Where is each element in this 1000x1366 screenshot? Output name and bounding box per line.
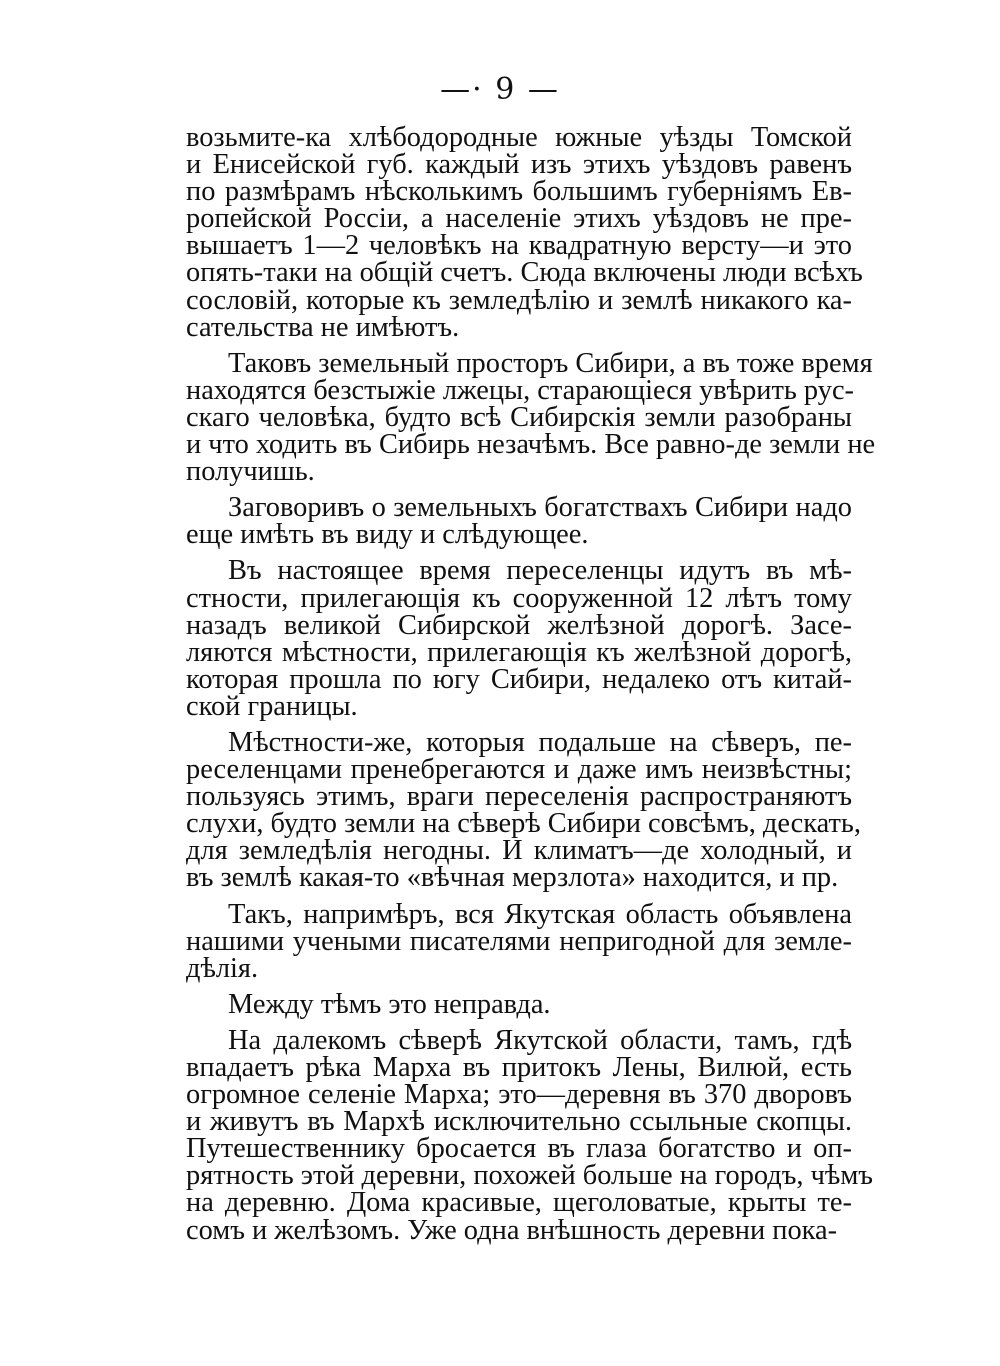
- text-line: стности, прилегающія къ сооруженной 12 лѣтъ тому: [186, 582, 852, 614]
- text-line: назадъ великой Сибирской желѣзной дорогѣ. Засе-: [186, 609, 852, 641]
- text-line: Мѣстности-же, которыя подальше на сѣверъ, пе-: [228, 726, 852, 758]
- text-line: получишь.: [186, 456, 315, 488]
- text-line: На далекомъ сѣверѣ Якутской области, тамъ, гдѣ: [228, 1024, 852, 1056]
- page-number: —· 9 —: [440, 72, 560, 107]
- text-line: ской границы.: [186, 690, 358, 722]
- text-line: и Енисейской губ. каждый изъ этихъ уѣздовъ равенъ: [186, 149, 852, 181]
- text-line: которая прошла по югу Сибири, недалеко отъ китай-: [186, 663, 852, 695]
- paragraph: [186, 122, 863, 343]
- text-line: нашими учеными писателями непригодной для земле-: [186, 925, 852, 957]
- text-line: пользуясь этимъ, враги переселенія распространяютъ: [186, 781, 852, 813]
- text-line: на деревню. Дома красивые, щеголоватые, крыты те-: [186, 1187, 852, 1219]
- paragraph: [186, 347, 876, 488]
- text-line: сословій, которые къ земледѣлію и землѣ никакого ка-: [186, 284, 852, 316]
- text-line: реселенцами пренебрегаются и даже имъ неизвѣстны;: [186, 754, 852, 786]
- text-line: ропейской Россіи, а населеніе этихъ уѣздовъ не пре-: [186, 203, 852, 235]
- text-line: находятся безстыжіе лжецы, старающіеся увѣрить рус-: [186, 374, 854, 406]
- text-line: рятность этой деревни, похожей больше на городъ, чѣмъ: [186, 1160, 873, 1192]
- text-line: Въ настоящее время переселенцы идутъ въ мѣ-: [228, 555, 852, 587]
- text-line: Такъ, напримѣръ, вся Якутская область объявлена: [228, 898, 852, 930]
- text-line: и что ходить въ Сибирь незачѣмъ. Все равно-де земли не: [186, 429, 876, 461]
- text-line: впадаетъ рѣка Марха въ притокъ Лены, Вилюй, есть: [186, 1052, 852, 1083]
- paragraph: [186, 988, 852, 1020]
- text-line: Путешественнику бросается въ глаза богатство и оп-: [186, 1133, 852, 1165]
- text-line: сомъ и желѣзомъ. Уже одна внѣшность деревни пока-: [186, 1214, 838, 1246]
- text-line: огромное селеніе Марха; это—деревня въ 370 дворовъ: [186, 1079, 852, 1111]
- text-line: для земледѣлія негодны. И климатъ—де холодный, и: [186, 835, 852, 867]
- paragraph: [186, 726, 861, 894]
- text-line: слухи, будто земли на сѣверѣ Сибири совсѣмъ, дескать,: [186, 808, 861, 840]
- text-line: Заговоривъ о земельныхъ богатствахъ Сибири надо: [228, 492, 852, 524]
- paragraph: [186, 1024, 873, 1246]
- text-line: въ землѣ какая-то «вѣчная мерзлота» находится, и пр.: [186, 862, 839, 894]
- text-line: по размѣрамъ нѣсколькимъ большимъ губерніямъ Ев-: [186, 176, 852, 208]
- text-line: сательства не имѣютъ.: [186, 311, 460, 343]
- text-line: и живутъ въ Мархѣ исключительно ссыльные скопцы.: [186, 1106, 852, 1138]
- paragraph: [186, 557, 852, 720]
- text-line: Между тѣмъ это неправда.: [228, 988, 551, 1020]
- body-text: [186, 122, 876, 1253]
- text-line: возьмите-ка хлѣбодородные южные уѣзды Томской: [186, 122, 852, 153]
- text-line: опять-таки на общій счетъ. Сюда включены люди всѣхъ: [186, 257, 863, 289]
- text-line: еще имѣть въ виду и слѣдующее.: [186, 519, 589, 551]
- text-line: дѣлія.: [186, 952, 259, 984]
- text-line: вышаетъ 1—2 человѣкъ на квадратную версту—и это: [186, 230, 852, 262]
- paragraph: [186, 492, 852, 551]
- text-line: Таковъ земельный просторъ Сибири, а въ тоже время: [228, 347, 873, 379]
- text-line: скаго человѣка, будто всѣ Сибирскія земли разобраны: [186, 401, 852, 433]
- paragraph: [186, 898, 852, 984]
- text-line: ляются мѣстности, прилегающія къ желѣзной дорогѣ,: [186, 636, 852, 668]
